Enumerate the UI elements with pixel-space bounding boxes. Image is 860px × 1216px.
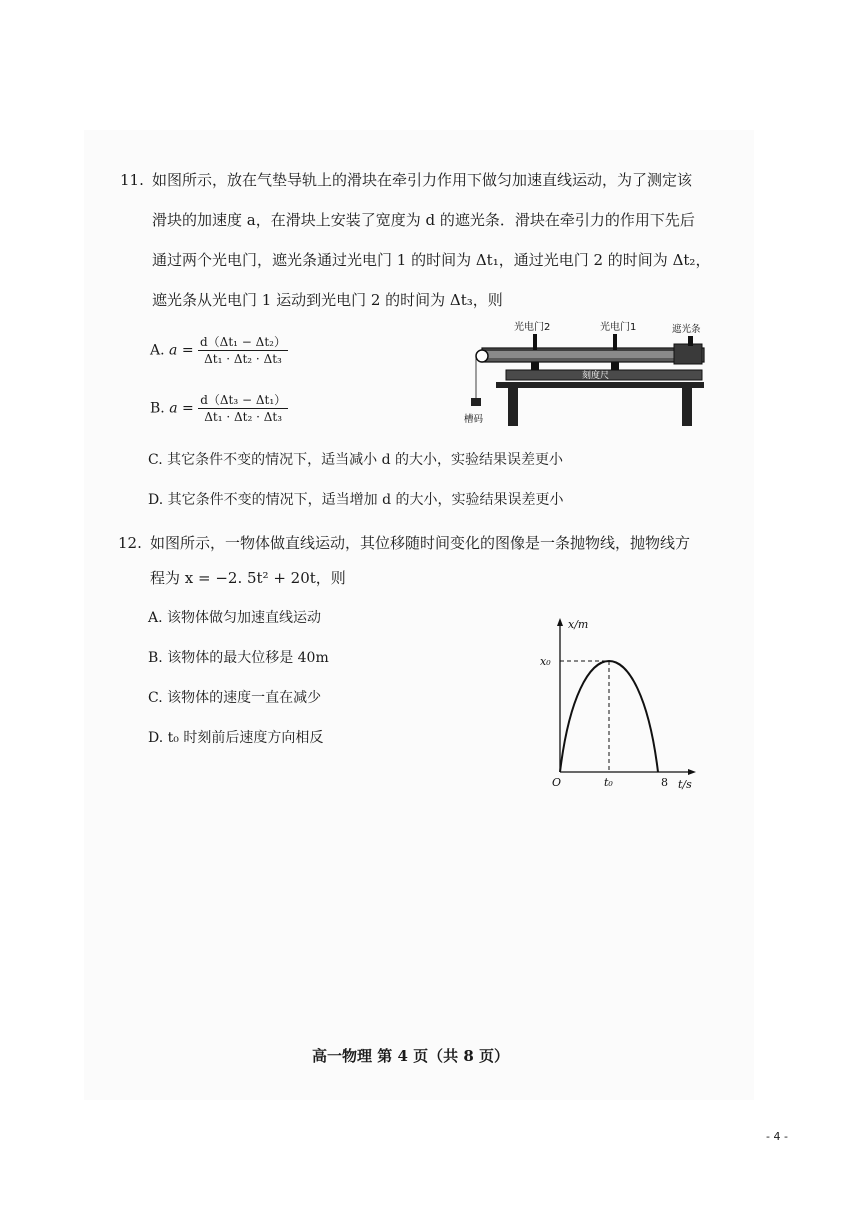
q12-option-d: D. t₀ 时刻前后速度方向相反 [148, 730, 324, 746]
q11-option-c: C. 其它条件不变的情况下，适当减小 d 的大小，实验结果误差更小 [148, 452, 563, 468]
xt-graph [528, 614, 708, 794]
end-t-label: 8 [661, 776, 668, 789]
q11-option-b-fraction [198, 392, 288, 425]
page-number: - 4 - [766, 1130, 788, 1143]
peak-x-label: x₀ [540, 655, 551, 668]
q11-option-a-lhs: a = [169, 342, 194, 359]
q11-option-a-fraction [198, 334, 288, 367]
q11-option-a-denominator: Δt₁ · Δt₂ · Δt₃ [204, 352, 282, 366]
table [496, 382, 704, 426]
q11-option-a-numerator: d（Δt₁ − Δt₂） [200, 335, 286, 349]
x-axis-arrow [688, 769, 696, 775]
q11-option-b-label: B. [150, 400, 165, 417]
q12-option-b: B. 该物体的最大位移是 40m [148, 650, 329, 666]
x-axis-label: t/s [678, 778, 692, 791]
label-gate1: 光电门1 [600, 322, 637, 333]
q11-option-a [150, 334, 288, 367]
label-ruler: 刻度尺 [582, 371, 610, 381]
q12-text-line1: 如图所示，一物体做直线运动，其位移随时间变化的图像是一条抛物线，抛物线方 [150, 534, 691, 552]
q11-text-line2: 滑块的加速度 a，在滑块上安装了宽度为 d 的遮光条．滑块在牵引力的作用下先后 [152, 211, 695, 229]
q11-option-b-denominator: Δt₁ · Δt₂ · Δt₃ [204, 410, 283, 424]
q11-option-a-label: A. [150, 342, 165, 359]
q11-text-line4: 遮光条从光电门 1 运动到光电门 2 的时间为 Δt₃，则 [152, 291, 503, 309]
q11-text-line3: 通过两个光电门，遮光条通过光电门 1 的时间为 Δt₁，通过光电门 2 的时间为 Δt₂， [152, 251, 711, 269]
q11-option-b [150, 392, 288, 425]
page-footer: 高一物理 第 4 页（共 8 页） [312, 1047, 509, 1065]
air-track-slider [674, 336, 702, 364]
peak-t-label: t₀ [604, 776, 613, 789]
label-strip: 遮光条 [672, 324, 701, 335]
q12-number: 12. [118, 534, 142, 552]
q11-text-line1: 如图所示，放在气垫导轨上的滑块在牵引力作用下做匀加速直线运动，为了测定该 [152, 171, 693, 189]
q11-number: 11. [120, 171, 144, 189]
q12-text-line2: 程为 x = −2. 5t² + 20t，则 [150, 569, 346, 587]
air-track-figure [462, 318, 712, 430]
q11-option-d: D. 其它条件不变的情况下，适当增加 d 的大小，实验结果误差更小 [148, 492, 564, 508]
y-axis-label: x/m [568, 618, 589, 631]
origin-label: O [552, 776, 562, 789]
q12-option-c: C. 该物体的速度一直在减少 [148, 690, 322, 706]
label-gate2: 光电门2 [514, 322, 551, 333]
q11-option-b-lhs: a = [169, 400, 194, 417]
label-weight: 槽码 [464, 414, 484, 425]
q12-option-a: A. 该物体做匀加速直线运动 [148, 610, 322, 626]
y-axis-arrow [557, 618, 563, 626]
q11-option-b-numerator: d（Δt₃ − Δt₁） [200, 393, 287, 407]
